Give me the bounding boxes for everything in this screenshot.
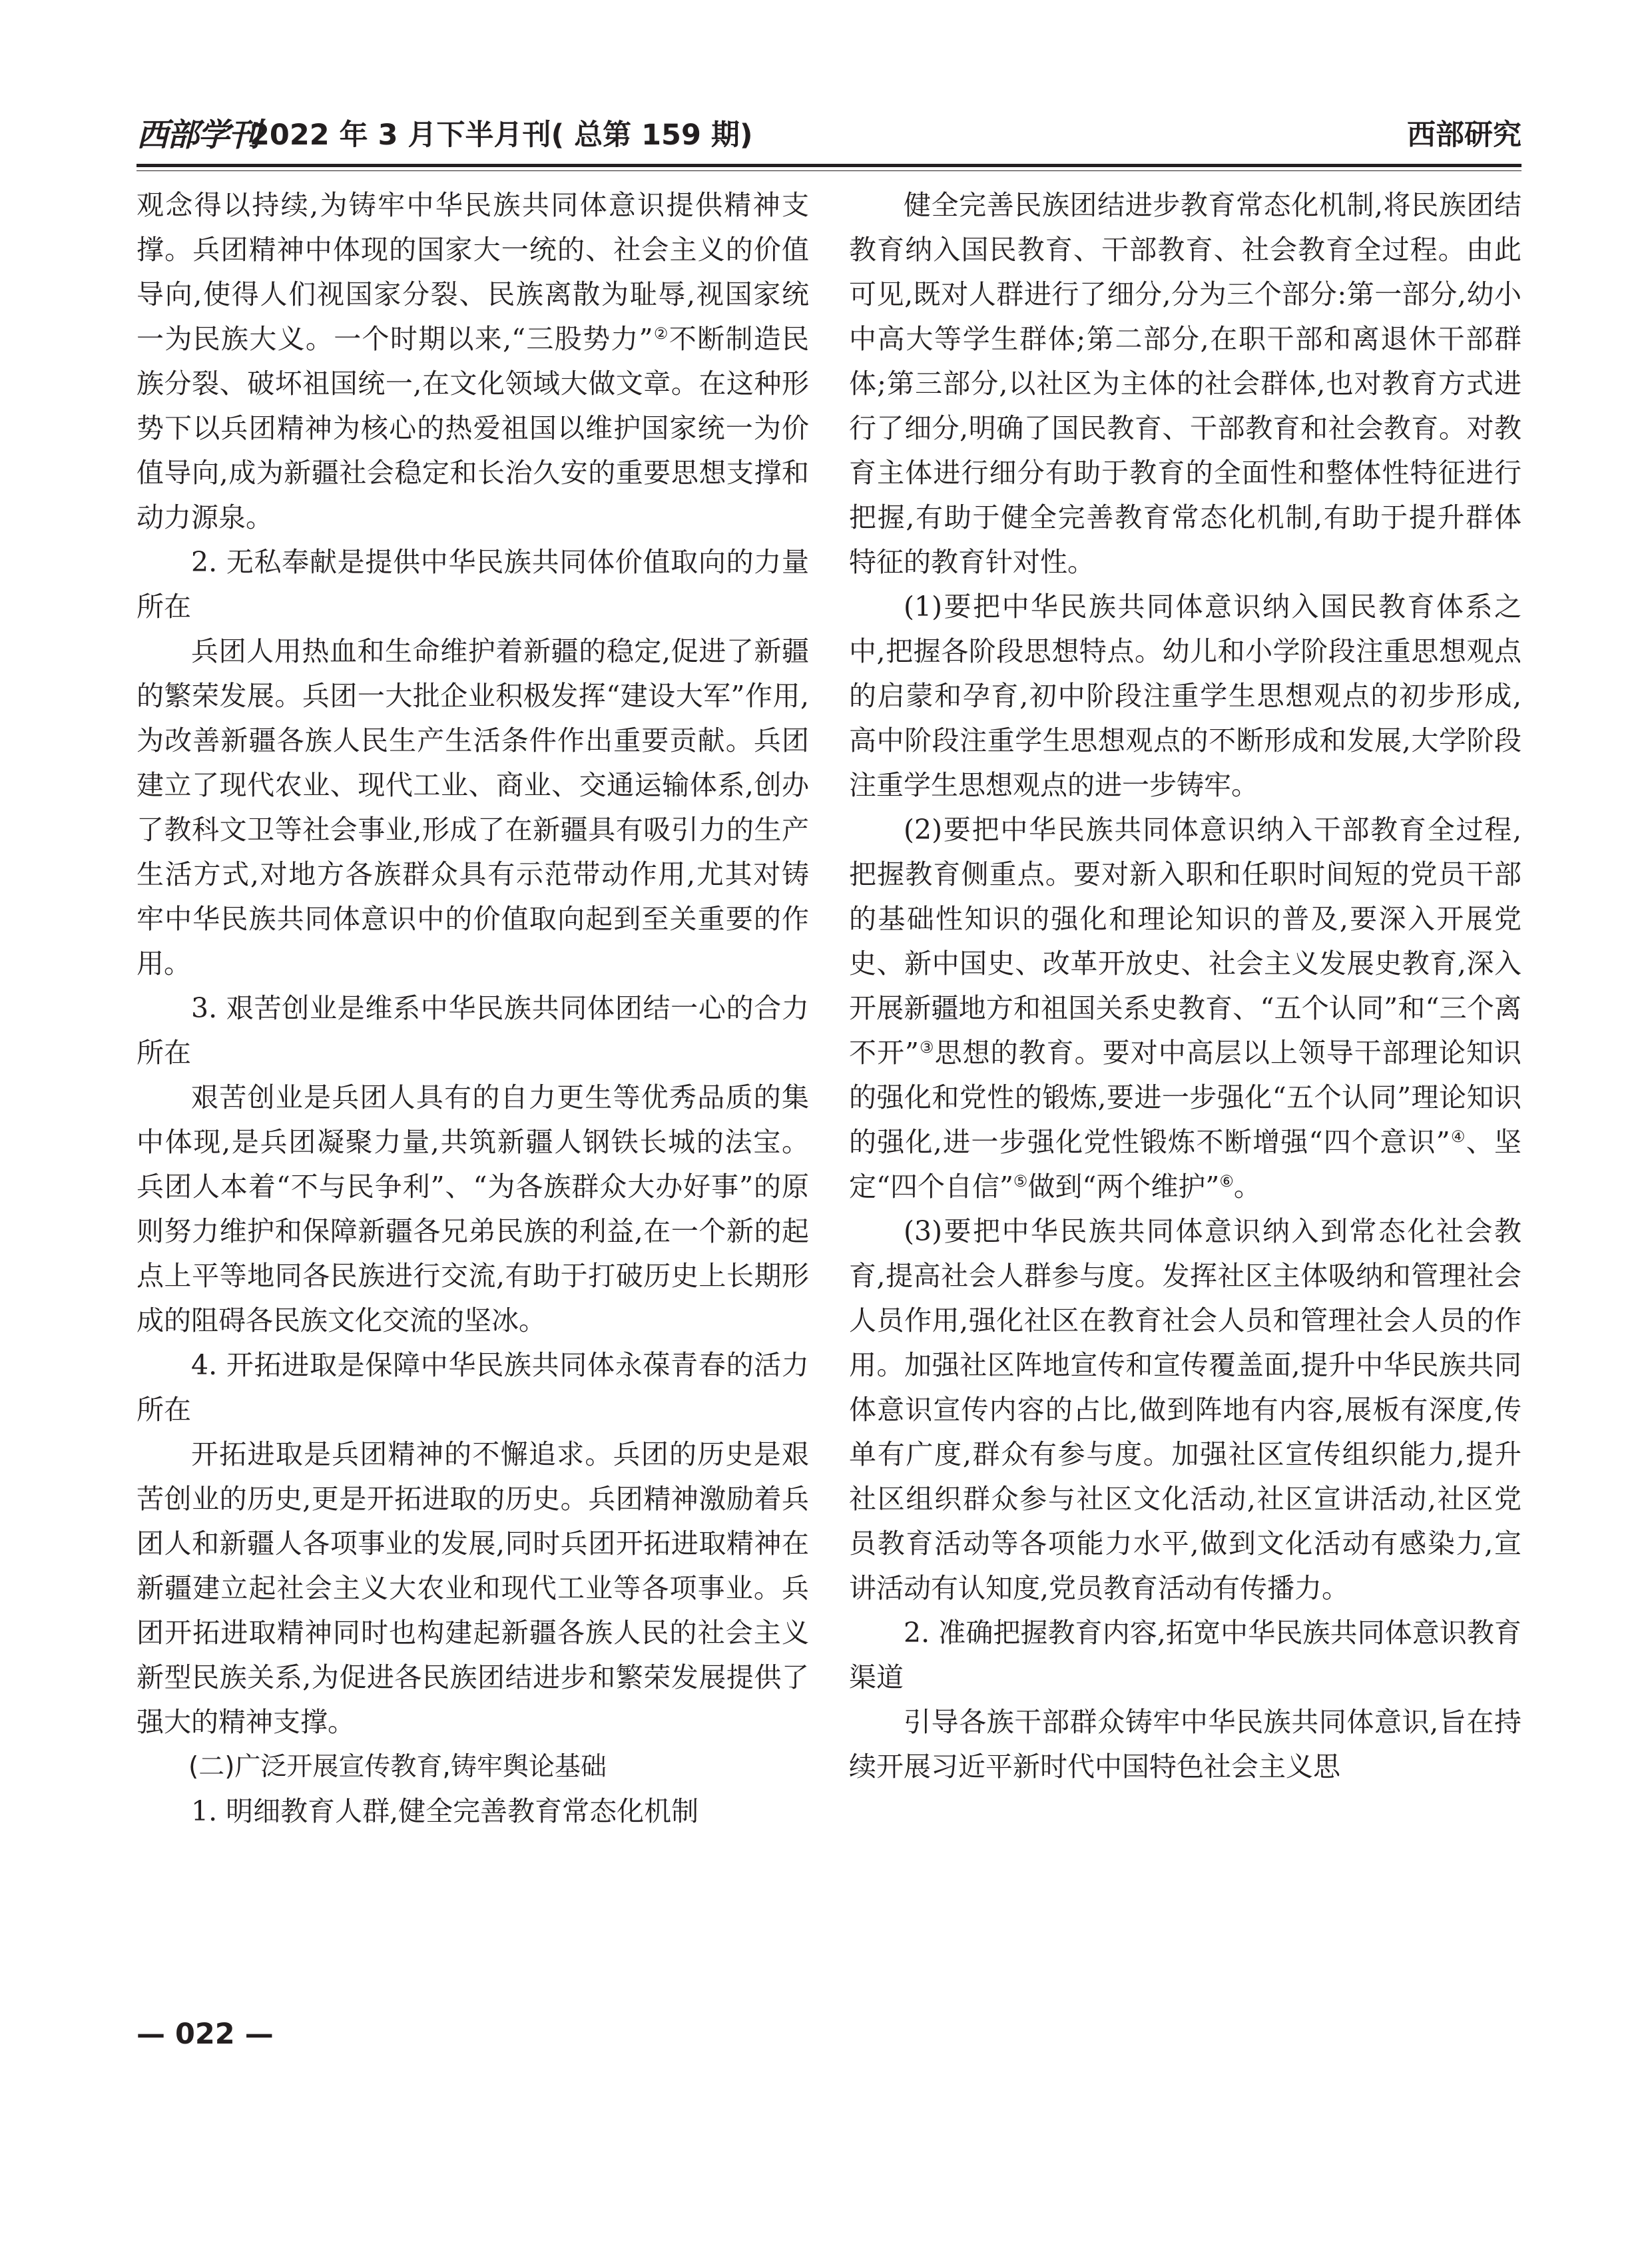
page-number: — 022 — xyxy=(137,2018,274,2051)
paragraph: (2)要把中华民族共同体意识纳入干部教育全过程,把握教育侧重点。要对新入职和任职时间短的党员干部的基础性知识的强化和理论知识的普及,要深入开展党史、新中国史、改革开放史、社会主义发展史教育,深入开展新疆地方和祖国关系史教育、“五个认同”和“三个离不开”③思想的教育。要对中高层以上领导干部理论知识的强化和党性的锻炼,要进一步强化“五个认同”理论知识的强化,进一步强化党性锻炼不断增强“四个意识”④、坚定“四个自信”⑤做到“两个维护”⑥。 xyxy=(849,814,1522,1203)
paragraph: 观念得以持续,为铸牢中华民族共同体意识提供精神支撑。兵团精神中体现的国家大一统的、社会主义的价值导向,使得人们视国家分裂、民族离散为耻辱,视国家统一为民族大义。一个时期以来,“三股势力”②不断制造民族分裂、破坏祖国统一,在文化领域大做文章。在这种形势下以兵团精神为核心的热爱祖国以维护国家统一为价值导向,成为新疆社会稳定和长治久安的重要思想支撑和动力源泉。 xyxy=(137,189,810,533)
paragraph: 引导各族干部群众铸牢中华民族共同体意识,旨在持续开展习近平新时代中国特色社会主义思 xyxy=(849,1706,1521,1783)
issue-info: 2022 年 3 月下半月刊( 总第 159 期) xyxy=(250,119,753,152)
section-name: 西部研究 xyxy=(1407,119,1521,152)
footnote-marker: ④ xyxy=(1450,1127,1466,1146)
subheading: 4. 开拓进取是保障中华民族共同体永葆青春的活力所在 xyxy=(137,1349,809,1426)
footnote-marker: ③ xyxy=(919,1038,935,1057)
header-rule-thick xyxy=(137,164,1521,167)
paragraph: (3)要把中华民族共同体意识纳入到常态化社会教育,提高社会人群参与度。发挥社区主体吸纳和管理社会人员作用,强化社区在教育社会人员和管理社会人员的作用。加强社区阵地宣传和宣传覆盖面,提升中华民族共同体意识宣传内容的占比,做到阵地有内容,展板有深度,传单有广度,群众有参与度。加强社区宣传组织能力,提升社区组织群众参与社区文化活动,社区宣讲活动,社区党员教育活动等各项能力水平,做到文化活动有感染力,宣讲活动有认知度,党员教育活动有传播力。 xyxy=(849,1215,1521,1604)
paragraph: 开拓进取是兵团精神的不懈追求。兵团的历史是艰苦创业的历史,更是开拓进取的历史。兵团精神激励着兵团人和新疆人各项事业的发展,同时兵团开拓进取精神在新疆建立起社会主义大农业和现代工业等各项事业。兵团开拓进取精神同时也构建起新疆各族人民的社会主义新型民族关系,为促进各民族团结进步和繁荣发展提供了强大的精神支撑。 xyxy=(137,1438,809,1738)
subheading: 3. 艰苦创业是维系中华民族共同体团结一心的合力所在 xyxy=(137,992,809,1069)
footnote-marker: ⑤ xyxy=(1013,1172,1028,1191)
subheading: 2. 准确把握教育内容,拓宽中华民族共同体意识教育渠道 xyxy=(849,1617,1521,1693)
page-header xyxy=(137,115,1521,157)
paragraph: 兵团人用热血和生命维护着新疆的稳定,促进了新疆的繁荣发展。兵团一大批企业积极发挥“建设大军”作用,为改善新疆各族人民生产生活条件作出重要贡献。兵团建立了现代农业、现代工业、商业、交通运输体系,创办了教科文卫等社会事业,形成了在新疆具有吸引力的生产生活方式,对地方各族群众具有示范带动作用,尤其对铸牢中华民族共同体意识中的价值取向起到至关重要的作用。 xyxy=(137,635,809,980)
paragraph: 健全完善民族团结进步教育常态化机制,将民族团结教育纳入国民教育、干部教育、社会教育全过程。由此可见,既对人群进行了细分,分为三个部分:第一部分,幼小中高大等学生群体;第二部分,在职干部和离退休干部群体;第三部分,以社区为主体的社会群体,也对教育方式进行了细分,明确了国民教育、干部教育和社会教育。对教育主体进行细分有助于教育的全面性和整体性特征进行把握,有助于健全完善教育常态化机制,有助于提升群体特征的教育针对性。 xyxy=(849,189,1521,578)
footnote-marker: ⑥ xyxy=(1219,1172,1234,1191)
paragraph: (1)要把中华民族共同体意识纳入国民教育体系之中,把握各阶段思想特点。幼儿和小学阶段注重思想观点的启蒙和孕育,初中阶段注重学生思想观点的初步形成,高中阶段注重学生思想观点的不断形成和发展,大学阶段注重学生思想观点的进一步铸牢。 xyxy=(849,591,1521,801)
left-column xyxy=(137,183,809,1834)
paragraph: 艰苦创业是兵团人具有的自力更生等优秀品质的集中体现,是兵团凝聚力量,共筑新疆人钢铁长城的法宝。兵团人本着“不与民争利”、“为各族群众大办好事”的原则努力维护和保障新疆各兄弟民族的利益,在一个新的起点上平等地同各民族进行交流,有助于打破历史上长期形成的阻碍各民族文化交流的坚冰。 xyxy=(137,1081,809,1336)
header-rule-thin xyxy=(137,170,1521,171)
section-heading: (二)广泛开展宣传教育,铸牢舆论基础 xyxy=(188,1752,607,1782)
footnote-marker: ② xyxy=(653,324,669,343)
right-column xyxy=(849,183,1521,1789)
subheading: 2. 无私奉献是提供中华民族共同体价值取向的力量所在 xyxy=(137,546,809,623)
journal-logo: 西部学刊 xyxy=(137,117,260,154)
subheading: 1. 明细教育人群,健全完善教育常态化机制 xyxy=(191,1795,699,1827)
